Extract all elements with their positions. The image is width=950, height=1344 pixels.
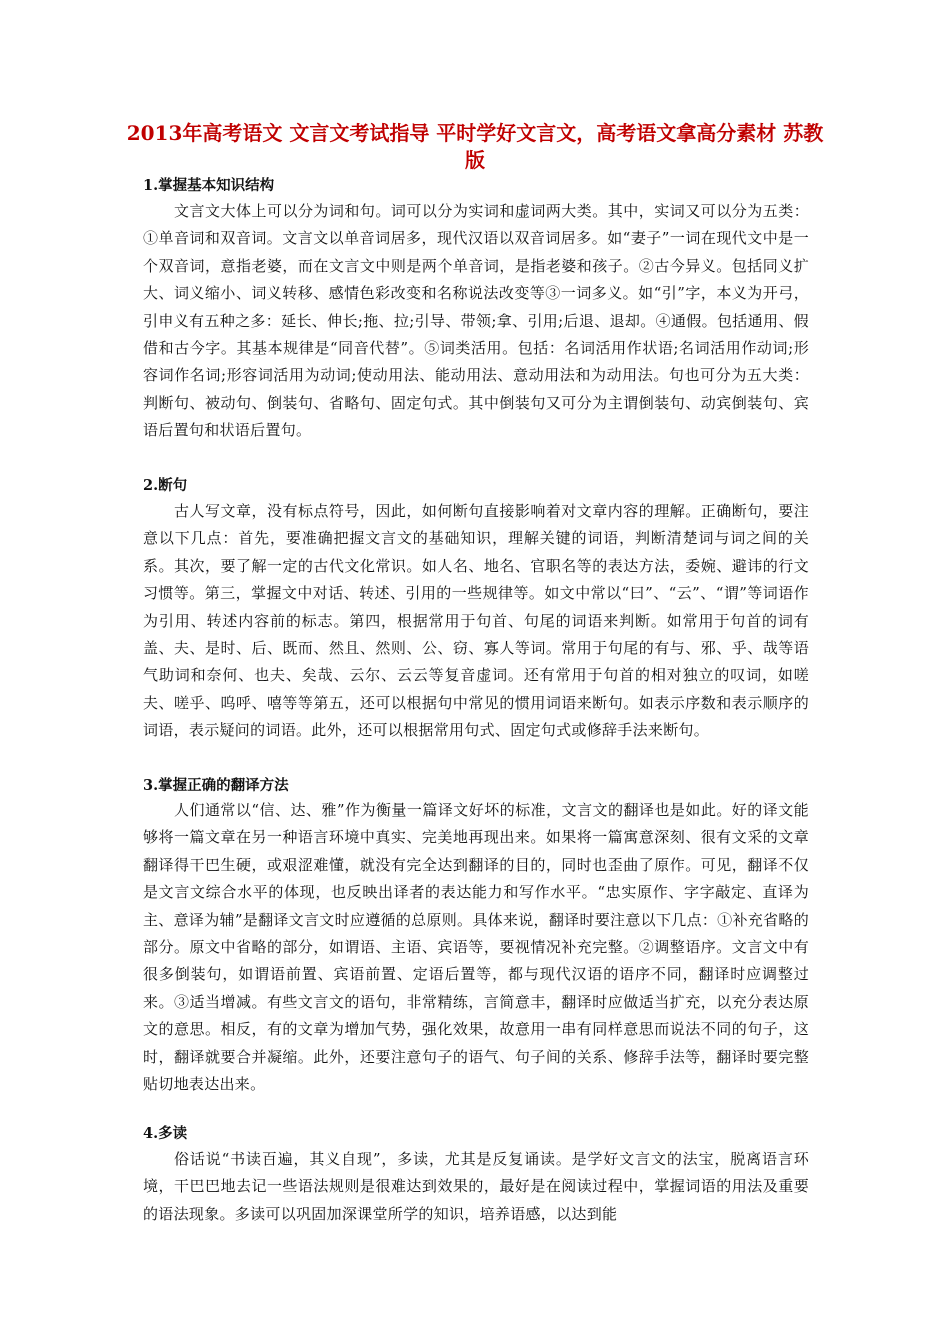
document-title: 2013年高考语文 文言文考试指导 平时学好文言文，高考语文拿高分素材 苏教版 [126, 121, 824, 172]
section-2-heading: 2.断句 [143, 477, 188, 494]
section-3-heading: 3.掌握正确的翻译方法 [143, 777, 289, 794]
section-3-body: 人们通常以“信、达、雅”作为衡量一篇译文好坏的标准，文言文的翻译也是如此。好的译文能够将一篇文章在另一种语言环境中真实、完美地再现出来。如果将一篇寓意深刻、很有文采的文章翻译得干巴生硬，或艰涩难懂，就没有完全达到翻译的目的，同时也歪曲了原作。可见，翻译不仅是文言文综合水平的体现，也反映出译者的表达能力和写作水平。“忠实原作、字字敲定、直译为主、意译为辅”是翻译文言文时应遵循的总原则。具体来说，翻译时要注意以下几点：①补充省略的部分。原文中省略的部分，如谓语、主语、宾语等，要视情况补充完整。②调整语序。文言文中有很多倒装句，如谓语前置、宾语前置、定语后置等，都与现代汉语的语序不同，翻译时应调整过来。③适当增减。有些文言文的语句，非常精练，言简意丰，翻译时应做适当扩充，以充分表达原文的意思。相反，有的文章为增加气势，强化效果，故意用一串有同样意思而说法不同的句子，这时，翻译就要合并凝缩。此外，还要注意句子的语气、句子间的关系、修辞手法等，翻译时要完整贴切地表达出来。 [143, 801, 809, 1094]
section-4-body: 俗话说“书读百遍，其义自现”，多读，尤其是反复诵读。是学好文言文的法宝，脱离语言环境，干巴巴地去记一些语法规则是很难达到效果的，最好是在阅读过程中，掌握词语的用法及重要的语法现象。多读可以巩固加深课堂所学的知识，培养语感，以达到能 [143, 1150, 809, 1223]
section-1-body: 文言文大体上可以分为词和句。词可以分为实词和虚词两大类。其中，实词又可以分为五类：①单音词和双音词。文言文以单音词居多，现代汉语以双音词居多。如“妻子”一词在现代文中是一个双音词，意指老婆，而在文言文中则是两个单音词，是指老婆和孩子。②古今异义。包括同义扩大、词义缩小、词义转移、感情色彩改变和名称说法改变等③一词多义。如“引”字，本义为开弓，引申义有五种之多：延长、伸长;拖、拉;引导、带领;拿、引用;后退、退却。④通假。包括通用、假借和古今字。其基本规律是“同音代替”。⑤词类活用。包括：名词活用作状语;名词活用作动词;形容词作名词;形容词活用为动词;使动用法、能动用法、意动用法和为动用法。句也可分为五大类：判断句、被动句、倒装句、省略句、固定句式。其中倒装句又可分为主谓倒装句、动宾倒装句、宾语后置句和状语后置句。 [143, 202, 809, 440]
section-2-body: 古人写文章，没有标点符号，因此，如何断句直接影响着对文章内容的理解。正确断句，要注意以下几点：首先，要准确把握文言文的基础知识，理解关键的词语，判断清楚词与词之间的关系。其次，要了解一定的古代文化常识。如人名、地名、官职名等的表达方法，委婉、避讳的行文习惯等。第三，掌握文中对话、转述、引用的一些规律等。如文中常以“曰”、“云”、“谓”等词语作为引用、转述内容前的标志。第四，根据常用于句首、句尾的词语来判断。如常用于句首的词有盖、夫、是时、后、既而、然且、然则、公、窃、寡人等词。常用于句尾的有与、邪、乎、哉等语气助词和奈何、也夫、矣哉、云尔、云云等复音虚词。还有常用于句首的相对独立的叹词，如嗟夫、嗟乎、呜呼、嘻等等第五，还可以根据句中常见的惯用词语来断句。如表示序数和表示顺序的词语，表示疑问的词语。此外，还可以根据常用句式、固定句式或修辞手法来断句。 [143, 502, 809, 740]
section-4-heading: 4.多读 [143, 1125, 188, 1142]
section-1-heading: 1.掌握基本知识结构 [143, 177, 275, 194]
